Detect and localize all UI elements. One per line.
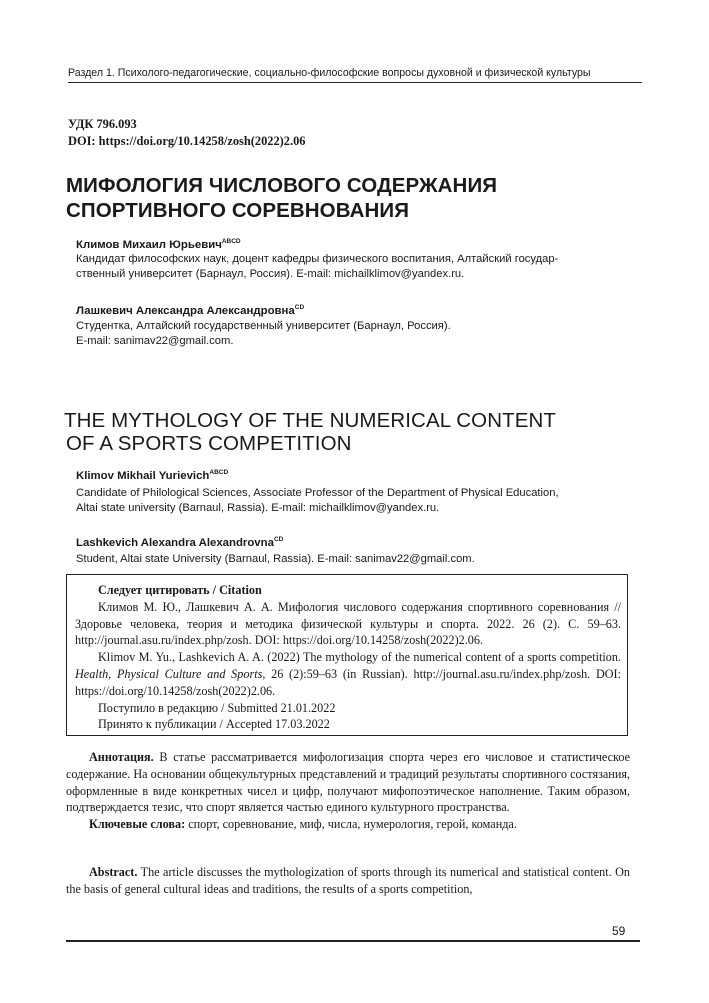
title-english-line-1: THE MYTHOLOGY OF THE NUMERICAL CONTENT <box>64 409 557 432</box>
abstract-section <box>66 864 630 898</box>
title-russian-line-1: МИФОЛОГИЯ ЧИСЛОВОГО СОДЕРЖАНИЯ <box>66 174 498 197</box>
citation-heading: Следует цитировать / Citation <box>98 583 262 597</box>
annotation-section <box>66 749 630 833</box>
udk-code: УДК 796.093 <box>68 117 137 131</box>
abstract-paragraph: Abstract. The article discusses the mythologization of sports through its numerical and statistical content. On the basis of general cultural ideas and traditions, the results of a sports competition, <box>66 865 630 896</box>
title-russian-line-2: СПОРТИВНОГО СОРЕВНОВАНИЯ <box>66 199 410 222</box>
footer-rule <box>66 940 640 942</box>
citation-box <box>66 574 628 736</box>
author-ru-1-affiliation: Кандидат философских наук, доцент кафедры физического воспитания, Алтайский государ- ственный университет (Барнаул, Россия). E-mail: michailklimov@yandex.ru. <box>76 253 559 280</box>
citation-russian: Климов М. Ю., Лашкевич А. А. Мифология числового содержания спортивного соревнования // Здоровье человека, теория и методика физической культуры и спорта. 2022. 26 (2). С. 59–63. http://journal.asu.ru/index.php/zosh. DOI: https://doi.org/10.14258/zosh(2022)2.06. <box>75 599 621 648</box>
author-en-2-affiliation: Student, Altai state University (Barnaul, Rassia). E-mail: sanimav22@gmail.com. <box>76 553 475 565</box>
citation-accepted: Принято к публикации / Accepted 17.03.2022 <box>98 717 330 732</box>
title-english-line-2: OF A SPORTS COMPETITION <box>66 432 352 455</box>
citation-submitted: Поступило в редакцию / Submitted 21.01.2022 <box>98 700 336 715</box>
annotation-paragraph: Аннотация. В статье рассматривается мифологизация спорта через его числовое и статистическое содержание. На основании общекультурных представлений и традиций результаты спортивного состязания, оформленные в виде конкретных чисел и цифр, получают мифопоэтическое наполнение. Таким образом, подтверждается тезис, что спорт является частью единого культурного пространства. <box>66 750 630 815</box>
author-ru-1-name: Климов Михаил Юрьевич$^{ABCD}$ <box>76 238 241 251</box>
doi-link[interactable]: DOI: https://doi.org/10.14258/zosh(2022)2.06 <box>68 134 306 148</box>
keywords-paragraph: Ключевые слова: спорт, соревнование, миф, числа, нумерология, герой, команда. <box>89 817 517 832</box>
author-ru-2-affiliation: Студентка, Алтайский государственный университет (Барнаул, Россия). E-mail: sanimav22@gmail.com. <box>76 320 451 347</box>
author-en-2-name: Lashkevich Alexandra Alexandrovna$^{CD}$ <box>76 536 284 549</box>
header-rule <box>68 82 642 83</box>
author-en-1-name: Klimov Mikhail Yurievich$^{ABCD}$ <box>76 469 229 482</box>
citation-english: Klimov M. Yu., Lashkevich A. A. (2022) The mythology of the numerical content of a sports competition. Health, Physical Culture and Sports, 26 (2):59–63 (in Russian). http://journal.asu.ru/index.php/zosh. DOI: https://doi.org/10.14258/zosh(2022)2.06. <box>75 650 621 698</box>
running-header: Раздел 1. Психолого-педагогические, социально-философские вопросы духовной и физической культуры <box>68 67 591 79</box>
author-ru-2-name: Лашкевич Александра Александровна$^{CD}$ <box>76 304 305 317</box>
title-english <box>64 409 654 455</box>
author-en-1-affiliation: Candidate of Philological Sciences, Associate Professor of the Department of Physical Education, Altai state university (Barnaul, Rassia). E-mail: michailklimov@yandex.ru. <box>76 487 559 514</box>
page-number: 59 <box>612 924 626 938</box>
title-russian <box>66 173 646 223</box>
